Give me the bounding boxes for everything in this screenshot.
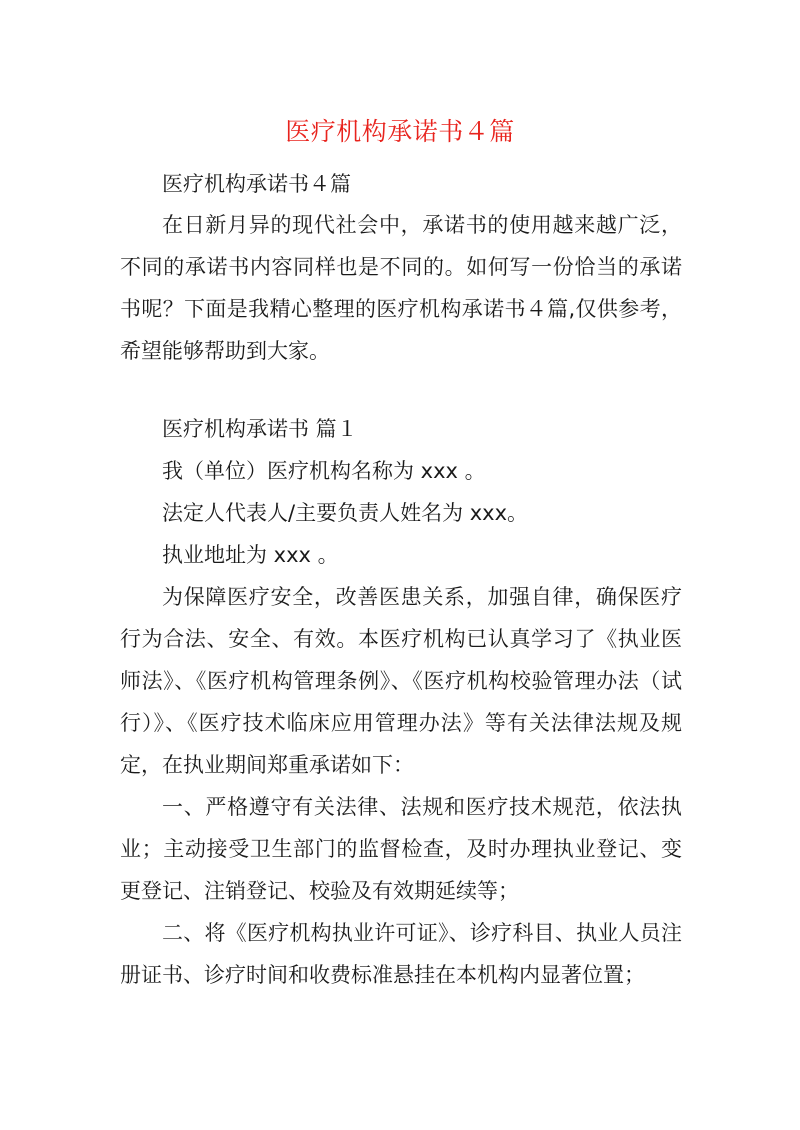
institution-line: 我（单位）医疗机构名称为 xxx 。 — [162, 459, 486, 483]
document-title: 医疗机构承诺书４篇 — [285, 117, 515, 146]
document-body — [120, 164, 682, 996]
intro-paragraph: 在日新月异的现代社会中，承诺书的使用越来越广泛，不同的承诺书内容同样也是不同的。如何写一份恰当的承诺书呢？下面是我精心整理的医疗机构承诺书４篇,仅供参考，希望能够帮助到大家。 — [120, 213, 682, 363]
commitment-item-1: 一、严格遵守有关法律、法规和医疗技术规范，依法执业；主动接受卫生部门的监督检查，及时办理执业登记、变更登记、注销登记、校验及有效期延续等； — [120, 795, 682, 903]
representative-line: 法定人代表人/主要负责人姓名为 xxx。 — [162, 501, 529, 525]
document-subtitle: 医疗机构承诺书４篇 — [162, 172, 351, 196]
address-line: 执业地址为 xxx 。 — [162, 543, 339, 567]
main-paragraph: 为保障医疗安全，改善医患关系，加强自律，确保医疗行为合法、安全、有效。本医疗机构已认真学习了《执业医师法》、《医疗机构管理条例》、《医疗机构校验管理办法（试行）》、《医疗技术临床应用管理办法》等有关法律法规及规定，在执业期间郑重承诺如下： — [120, 585, 682, 777]
commitment-item-2: 二、将《医疗机构执业许可证》、诊疗科目、执业人员注册证书、诊疗时间和收费标准悬挂在本机构内显著位置； — [120, 921, 682, 987]
paragraph-gap — [120, 372, 682, 408]
section-heading: 医疗机构承诺书 篇１ — [162, 417, 358, 441]
